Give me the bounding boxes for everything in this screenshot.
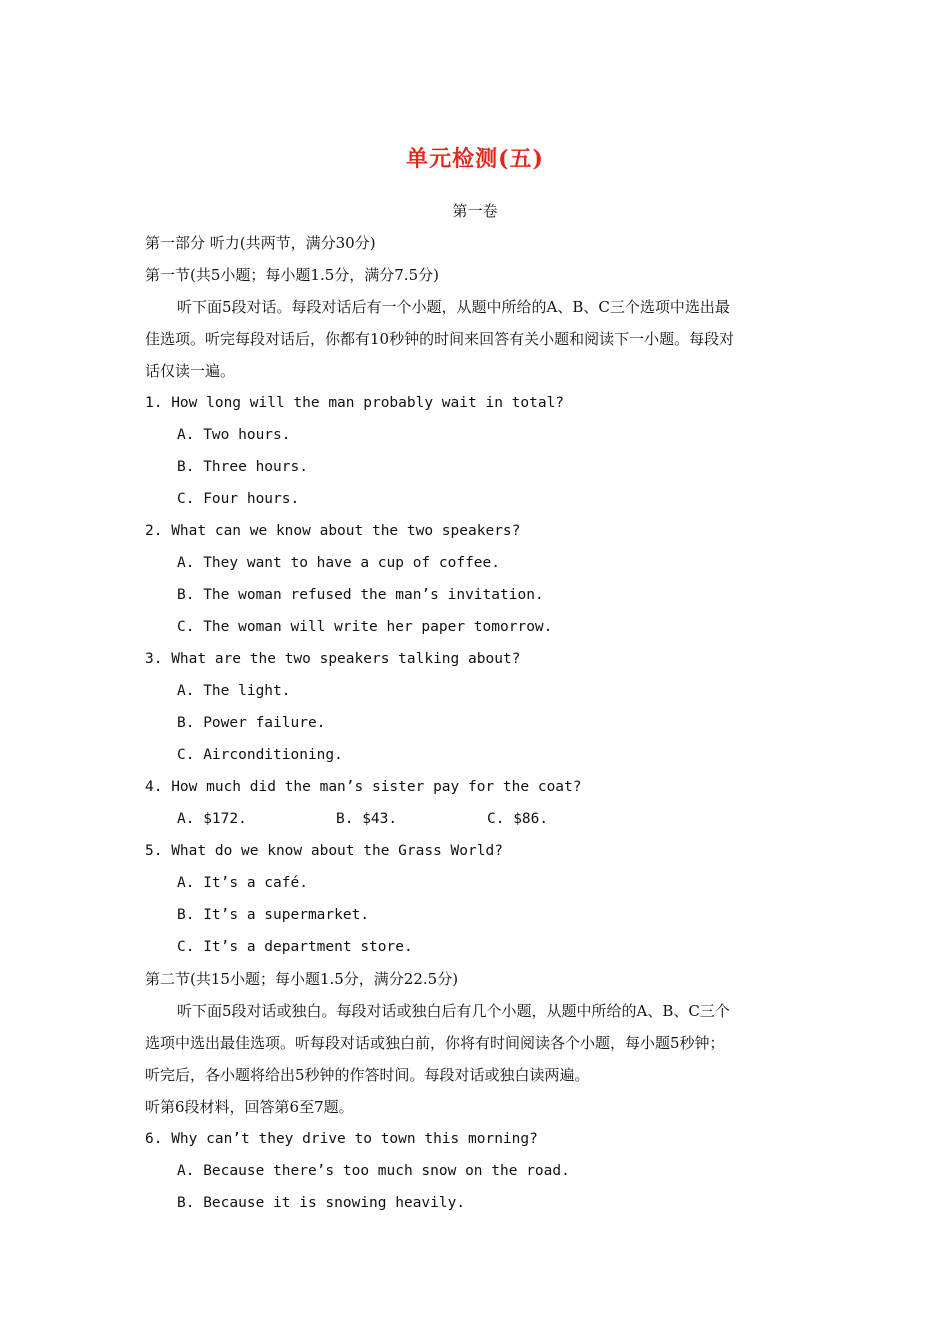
question-4-option-c: C. $86. bbox=[487, 811, 549, 827]
part1-heading: 第一部分 听力(共两节，满分30分) bbox=[145, 234, 376, 252]
question-1-option-c: C. Four hours. bbox=[177, 491, 300, 507]
section2-instructions-line: 选项中选出最佳选项。听每段对话或独白前，你将有时间阅读各个小题，每小题5秒钟； bbox=[145, 1034, 725, 1052]
material-note: 听第6段材料，回答第6至7题。 bbox=[145, 1098, 354, 1116]
question-2-option-b: B. The woman refused the man’s invitation. bbox=[177, 587, 544, 603]
question-5-option-c: C. It’s a department store. bbox=[177, 939, 413, 955]
section1-instructions-line: 话仅读一遍。 bbox=[145, 362, 236, 380]
question-5: 5. What do we know about the Grass World? bbox=[145, 843, 503, 859]
question-6-option-a: A. Because there’s too much snow on the road. bbox=[177, 1163, 570, 1179]
question-2: 2. What can we know about the two speakers? bbox=[145, 523, 521, 539]
question-3-option-a: A. The light. bbox=[177, 683, 291, 699]
page-title: 单元检测(五) bbox=[406, 146, 544, 172]
question-2-option-a: A. They want to have a cup of coffee. bbox=[177, 555, 501, 571]
question-1: 1. How long will the man probably wait in total? bbox=[145, 395, 565, 411]
question-1-option-b: B. Three hours. bbox=[177, 459, 308, 475]
question-5-option-a: A. It’s a café. bbox=[177, 875, 308, 891]
question-6: 6. Why can’t they drive to town this morning? bbox=[145, 1131, 538, 1147]
question-4-option-a: A. $172. bbox=[177, 811, 247, 827]
question-4-option-b: B. $43. bbox=[336, 811, 398, 827]
question-2-option-c: C. The woman will write her paper tomorrow. bbox=[177, 619, 553, 635]
volume-label: 第一卷 bbox=[452, 202, 498, 220]
question-5-option-b: B. It’s a supermarket. bbox=[177, 907, 370, 923]
question-3-option-b: B. Power failure. bbox=[177, 715, 326, 731]
section2-instructions-line: 听完后，各小题将给出5秒钟的作答时间。每段对话或独白读两遍。 bbox=[145, 1066, 590, 1084]
section2-heading: 第二节(共15小题；每小题1.5分，满分22.5分) bbox=[145, 970, 459, 988]
section1-heading: 第一节(共5小题；每小题1.5分，满分7.5分) bbox=[145, 266, 439, 284]
section1-instructions-line: 听下面5段对话。每段对话后有一个小题，从题中所给的A、B、C三个选项中选出最 bbox=[177, 298, 730, 316]
question-3: 3. What are the two speakers talking about? bbox=[145, 651, 521, 667]
section1-instructions-line: 佳选项。听完每段对话后，你都有10秒钟的时间来回答有关小题和阅读下一小题。每段对 bbox=[145, 330, 735, 348]
question-6-option-b: B. Because it is snowing heavily. bbox=[177, 1195, 466, 1211]
question-4: 4. How much did the man’s sister pay for the coat? bbox=[145, 779, 582, 795]
question-1-option-a: A. Two hours. bbox=[177, 427, 291, 443]
section2-instructions-line: 听下面5段对话或独白。每段对话或独白后有几个小题，从题中所给的A、B、C三个 bbox=[177, 1002, 730, 1020]
question-3-option-c: C. Airconditioning. bbox=[177, 747, 343, 763]
